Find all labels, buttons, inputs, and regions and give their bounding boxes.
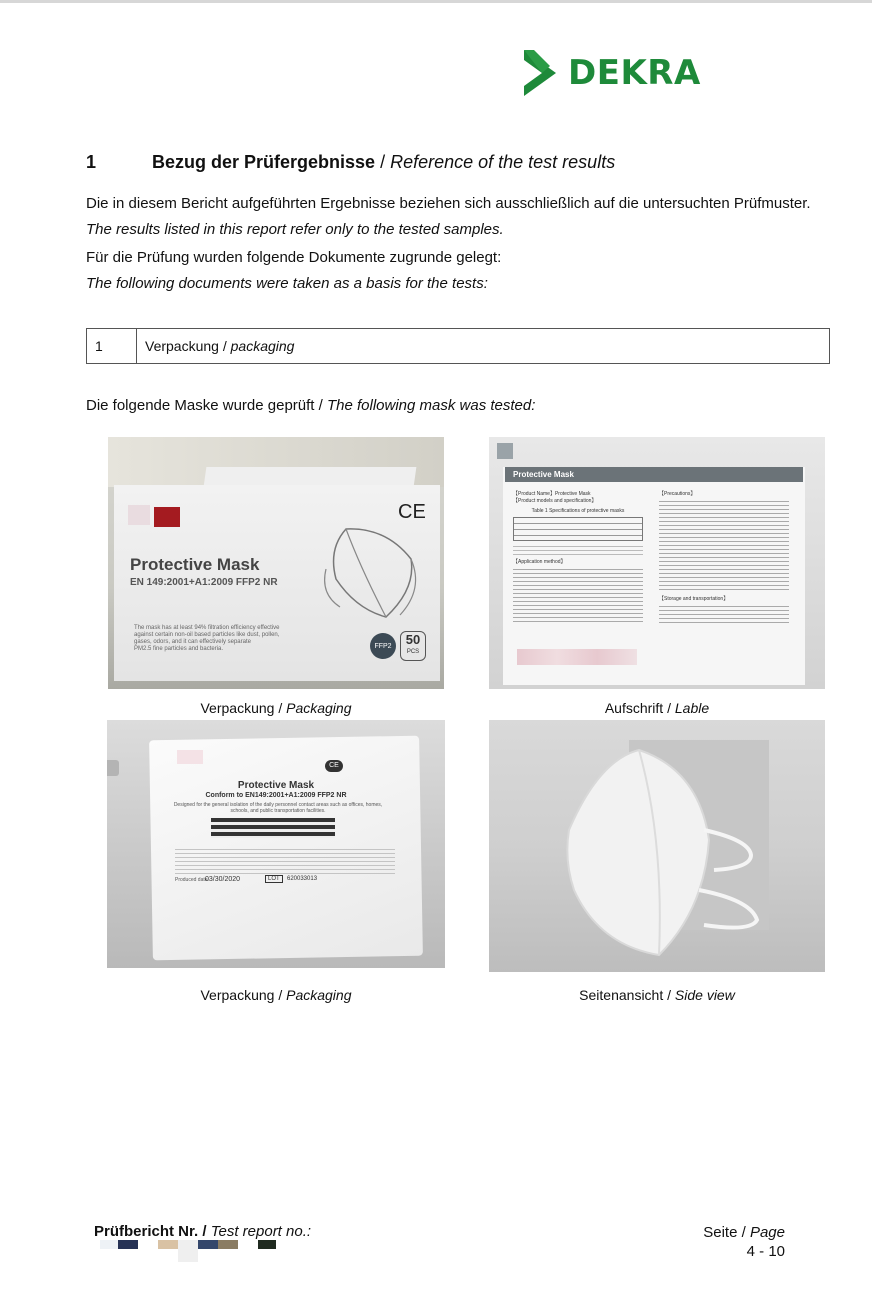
footer-report-de: Prüfbericht Nr. / xyxy=(94,1223,211,1240)
footer-page-label xyxy=(703,1223,785,1242)
count-value: 50 xyxy=(405,632,421,647)
caption-photo1-en: Packaging xyxy=(286,700,352,716)
caption-photo1-de: Verpackung / xyxy=(200,700,287,716)
redaction-block xyxy=(258,1240,276,1249)
redaction-block xyxy=(178,1240,198,1262)
mask-tested-en: The following mask was tested: xyxy=(326,397,536,414)
sheet-right-column xyxy=(659,491,789,625)
caption-photo4 xyxy=(489,987,825,1003)
caption-photo2-en: Lable xyxy=(674,700,710,716)
paragraph-documents-de: Für die Prüfung wurden folgende Dokumente zugrunde gelegt: xyxy=(86,249,502,266)
caption-photo2-de: Aufschrift / xyxy=(604,700,675,716)
sheet-table-title: Table 1 Specifications of protective masks xyxy=(531,508,625,514)
redaction-block xyxy=(198,1240,218,1249)
redaction-block xyxy=(100,1240,118,1249)
bag-subtitle: Conform to EN149:2001+A1:2009 FFP2 NR xyxy=(205,792,347,799)
sheet-application: 【Application method】 xyxy=(513,559,566,565)
box-blurb-line: The mask has at least 94% filtration efficiency effective xyxy=(134,625,280,631)
caption-photo1 xyxy=(108,700,444,716)
sheet-left-column xyxy=(513,491,643,624)
bag-lot-label: LOT xyxy=(265,875,283,883)
redaction-block xyxy=(118,1240,138,1249)
redaction-block xyxy=(158,1240,178,1249)
count-badge xyxy=(400,631,426,661)
documents-label-en: packaging xyxy=(230,338,295,354)
dekra-logo xyxy=(520,48,701,98)
section-title-en: Reference of the test results xyxy=(390,152,616,172)
footer-page-number: 4 - 10 xyxy=(746,1243,785,1260)
photo-packaging-bag xyxy=(107,720,445,968)
brand-name: DEKRA xyxy=(568,53,701,93)
box-standard: EN 149:2001+A1:2009 FFP2 NR xyxy=(130,577,278,588)
box-blurb-line: gases, odors, and it can effectively separate xyxy=(134,639,251,645)
ffp2-badge: FFP2 xyxy=(370,633,396,659)
footer-page xyxy=(703,1223,785,1261)
footer-report-number xyxy=(94,1223,311,1240)
paragraph-mask-tested xyxy=(86,397,535,414)
photo-label-sheet xyxy=(489,437,825,689)
sheet-storage: 【Storage and transportation】 xyxy=(659,596,729,602)
bag-ce-mark: CE xyxy=(325,760,343,772)
section-heading xyxy=(86,152,615,173)
sheet-models: 【Product models and specification】 xyxy=(513,498,597,504)
caption-photo4-en: Side view xyxy=(674,987,735,1003)
dekra-arrow-logo-icon xyxy=(520,48,560,98)
bag-description: Designed for the general isolation of the daily personnel contact areas such as offices, homes, schools, and public transportation facilities. xyxy=(173,802,383,814)
section-title-separator: / xyxy=(375,152,391,172)
redaction-block xyxy=(218,1240,238,1249)
documents-table xyxy=(86,328,830,364)
paragraph-results-de: Die in diesem Bericht aufgeführten Ergebnisse beziehen sich ausschließlich auf die untersuchten Prüfmuster. xyxy=(86,195,811,212)
caption-photo2 xyxy=(489,700,825,716)
caption-photo4-de: Seitenansicht / xyxy=(579,987,675,1003)
caption-photo3-en: Packaging xyxy=(286,987,352,1003)
top-border xyxy=(0,0,872,3)
photo-packaging-box xyxy=(108,437,444,689)
footer-page-en: Page xyxy=(749,1224,785,1241)
mask-illustration-icon xyxy=(316,519,426,629)
footer-report-en: Test report no.: xyxy=(210,1223,312,1240)
count-unit: PCS xyxy=(406,649,420,655)
bag-produced-date: 03/30/2020 xyxy=(205,876,241,883)
box-title: Protective Mask xyxy=(130,555,260,574)
documents-label-de: Verpackung / xyxy=(145,338,231,354)
sheet-title: Protective Mask xyxy=(505,467,803,482)
section-number: 1 xyxy=(86,152,97,172)
paragraph-results-en: The results listed in this report refer only to the tested samples. xyxy=(86,221,504,238)
ce-mark: CE xyxy=(398,501,426,523)
sheet-precautions: 【Precautions】 xyxy=(659,491,696,497)
footer-page-de: Seite / xyxy=(703,1224,750,1241)
documents-table-label xyxy=(137,329,294,363)
paragraph-documents-en: The following documents were taken as a basis for the tests: xyxy=(86,275,488,292)
caption-photo3-de: Verpackung / xyxy=(200,987,287,1003)
documents-table-index: 1 xyxy=(87,329,137,363)
caption-photo3 xyxy=(107,987,445,1003)
section-title-de: Bezug der Prüfergebnisse xyxy=(152,152,376,172)
photo-mask-side-view xyxy=(489,720,825,972)
bag-title: Protective Mask xyxy=(237,780,315,791)
sheet-product-name: 【Product Name】Protective Mask xyxy=(513,491,591,497)
box-blurb-line: PM2.5 fine particles and bacteria. xyxy=(134,646,224,652)
box-blurb xyxy=(134,625,280,653)
bag-produced-label: Produced date: xyxy=(175,877,209,883)
mask-tested-de: Die folgende Maske wurde geprüft / xyxy=(86,397,327,414)
box-blurb-line: against certain non-oil based particles like dust, pollen, xyxy=(134,632,280,638)
mask-side-view-icon xyxy=(489,720,825,972)
bag-lot-value: 620033013 xyxy=(287,876,318,882)
